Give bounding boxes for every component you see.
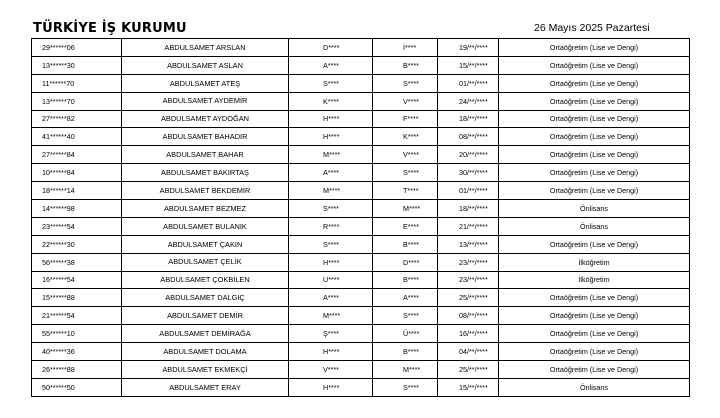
birth-date-cell: 13/**/**** <box>438 235 499 253</box>
masked-id-cell: 26******88 <box>32 361 122 379</box>
birth-date-cell: 15/**/**** <box>438 56 499 74</box>
document-header <box>0 0 720 38</box>
full-name-cell: ABDULSAMET BAHADIR <box>122 128 289 146</box>
birth-date-cell: 01/**/**** <box>438 74 499 92</box>
mother-initial-cell: B**** <box>373 235 438 253</box>
full-name-cell: ABDULSAMET DEMİR <box>122 307 289 325</box>
full-name-cell: ABDULSAMET ÇAKIN <box>122 235 289 253</box>
masked-id-cell: 14******98 <box>32 200 122 218</box>
full-name-cell: ABDULSAMET ERAY <box>122 378 289 396</box>
full-name-cell: ABDULSAMET BAKIRTAŞ <box>122 164 289 182</box>
full-name-cell: ABDULSAMET AYDOĞAN <box>122 110 289 128</box>
education-level-cell: Ortaöğretim (Lise ve Dengi) <box>499 110 690 128</box>
father-initial-cell: H**** <box>289 253 373 271</box>
mother-initial-cell: S**** <box>373 378 438 396</box>
mother-initial-cell: S**** <box>373 74 438 92</box>
masked-id-cell: 22******30 <box>32 235 122 253</box>
father-initial-cell: R**** <box>289 217 373 235</box>
mother-initial-cell: F**** <box>373 110 438 128</box>
masked-id-cell: 41******40 <box>32 128 122 146</box>
education-level-cell: Ortaöğretim (Lise ve Dengi) <box>499 307 690 325</box>
full-name-cell: ABDULSAMET DOLAMA <box>122 343 289 361</box>
mother-initial-cell: Ü**** <box>373 325 438 343</box>
birth-date-cell: 04/**/**** <box>438 343 499 361</box>
father-initial-cell: U**** <box>289 271 373 289</box>
full-name-cell: ABDULSAMET AYDEMİR <box>122 92 289 110</box>
birth-date-cell: 08/**/**** <box>438 307 499 325</box>
full-name-cell: ABDULSAMET EKMEKÇİ <box>122 361 289 379</box>
table-row <box>32 146 690 164</box>
report-date: 26 Mayıs 2025 Pazartesi <box>534 22 650 34</box>
father-initial-cell: M**** <box>289 182 373 200</box>
education-level-cell: Ortaöğretim (Lise ve Dengi) <box>499 361 690 379</box>
father-initial-cell: H**** <box>289 343 373 361</box>
father-initial-cell: A**** <box>289 289 373 307</box>
masked-id-cell: 18******14 <box>32 182 122 200</box>
masked-id-cell: 15******88 <box>32 289 122 307</box>
table-row <box>32 200 690 218</box>
education-level-cell: Ortaöğretim (Lise ve Dengi) <box>499 146 690 164</box>
father-initial-cell: D**** <box>289 39 373 57</box>
table-row <box>32 343 690 361</box>
father-initial-cell: H**** <box>289 378 373 396</box>
org-title: TÜRKİYE İŞ KURUMU <box>33 21 187 36</box>
masked-id-cell: 13******70 <box>32 92 122 110</box>
full-name-cell: ABDULSAMET ASLAN <box>122 56 289 74</box>
table-row <box>32 235 690 253</box>
mother-initial-cell: B**** <box>373 343 438 361</box>
education-level-cell: Önlisans <box>499 200 690 218</box>
full-name-cell: ABDULSAMET BAHAR <box>122 146 289 164</box>
masked-id-cell: 27******82 <box>32 110 122 128</box>
masked-id-cell: 40******36 <box>32 343 122 361</box>
table-row <box>32 289 690 307</box>
table-row <box>32 110 690 128</box>
table-row <box>32 128 690 146</box>
education-level-cell: Önlisans <box>499 378 690 396</box>
full-name-cell: ABDULSAMET ARSLAN <box>122 39 289 57</box>
father-initial-cell: H**** <box>289 128 373 146</box>
birth-date-cell: 25/**/**** <box>438 289 499 307</box>
father-initial-cell: M**** <box>289 146 373 164</box>
masked-id-cell: 16******54 <box>32 271 122 289</box>
mother-initial-cell: B**** <box>373 271 438 289</box>
birth-date-cell: 30/**/**** <box>438 164 499 182</box>
table-row <box>32 182 690 200</box>
birth-date-cell: 23/**/**** <box>438 271 499 289</box>
table-row <box>32 56 690 74</box>
education-level-cell: Ortaöğretim (Lise ve Dengi) <box>499 235 690 253</box>
birth-date-cell: 18/**/**** <box>438 200 499 218</box>
education-level-cell: Ortaöğretim (Lise ve Dengi) <box>499 289 690 307</box>
education-level-cell: Ortaöğretim (Lise ve Dengi) <box>499 182 690 200</box>
birth-date-cell: 24/**/**** <box>438 92 499 110</box>
full-name-cell: ABDULSAMET BEZMEZ <box>122 200 289 218</box>
full-name-cell: ABDULSAMET ATEŞ <box>122 74 289 92</box>
masked-id-cell: 11******70 <box>32 74 122 92</box>
father-initial-cell: S**** <box>289 200 373 218</box>
masked-id-cell: 10******84 <box>32 164 122 182</box>
mother-initial-cell: M**** <box>373 361 438 379</box>
education-level-cell: Ortaöğretim (Lise ve Dengi) <box>499 92 690 110</box>
records-table <box>31 38 690 397</box>
father-initial-cell: S**** <box>289 235 373 253</box>
birth-date-cell: 21/**/**** <box>438 217 499 235</box>
full-name-cell: ABDULSAMET ÇELİK <box>122 253 289 271</box>
mother-initial-cell: V**** <box>373 92 438 110</box>
father-initial-cell: M**** <box>289 307 373 325</box>
mother-initial-cell: V**** <box>373 146 438 164</box>
father-initial-cell: V**** <box>289 361 373 379</box>
mother-initial-cell: A**** <box>373 289 438 307</box>
father-initial-cell: H**** <box>289 110 373 128</box>
education-level-cell: İlköğretim <box>499 271 690 289</box>
table-row <box>32 164 690 182</box>
table-row <box>32 39 690 57</box>
father-initial-cell: K**** <box>289 92 373 110</box>
table-row <box>32 74 690 92</box>
education-level-cell: Ortaöğretim (Lise ve Dengi) <box>499 74 690 92</box>
records-body <box>32 39 690 397</box>
masked-id-cell: 55******10 <box>32 325 122 343</box>
masked-id-cell: 27******84 <box>32 146 122 164</box>
masked-id-cell: 21******54 <box>32 307 122 325</box>
full-name-cell: ABDULSAMET DEMİRAĞA <box>122 325 289 343</box>
father-initial-cell: Ş**** <box>289 325 373 343</box>
education-level-cell: Ortaöğretim (Lise ve Dengi) <box>499 56 690 74</box>
birth-date-cell: 15/**/**** <box>438 378 499 396</box>
birth-date-cell: 23/**/**** <box>438 253 499 271</box>
mother-initial-cell: E**** <box>373 217 438 235</box>
table-row <box>32 325 690 343</box>
masked-id-cell: 56******38 <box>32 253 122 271</box>
table-row <box>32 92 690 110</box>
education-level-cell: Ortaöğretim (Lise ve Dengi) <box>499 39 690 57</box>
table-row <box>32 217 690 235</box>
masked-id-cell: 23******54 <box>32 217 122 235</box>
mother-initial-cell: S**** <box>373 164 438 182</box>
mother-initial-cell: M**** <box>373 200 438 218</box>
birth-date-cell: 08/**/**** <box>438 128 499 146</box>
father-initial-cell: A**** <box>289 164 373 182</box>
birth-date-cell: 25/**/**** <box>438 361 499 379</box>
father-initial-cell: A**** <box>289 56 373 74</box>
mother-initial-cell: T**** <box>373 182 438 200</box>
education-level-cell: Ortaöğretim (Lise ve Dengi) <box>499 343 690 361</box>
table-row <box>32 378 690 396</box>
table-row <box>32 253 690 271</box>
mother-initial-cell: K**** <box>373 128 438 146</box>
masked-id-cell: 13******30 <box>32 56 122 74</box>
birth-date-cell: 18/**/**** <box>438 110 499 128</box>
table-row <box>32 271 690 289</box>
birth-date-cell: 19/**/**** <box>438 39 499 57</box>
birth-date-cell: 16/**/**** <box>438 325 499 343</box>
education-level-cell: Önlisans <box>499 217 690 235</box>
education-level-cell: Ortaöğretim (Lise ve Dengi) <box>499 325 690 343</box>
birth-date-cell: 01/**/**** <box>438 182 499 200</box>
table-row <box>32 307 690 325</box>
mother-initial-cell: B**** <box>373 56 438 74</box>
full-name-cell: ABDULSAMET BULANIK <box>122 217 289 235</box>
education-level-cell: Ortaöğretim (Lise ve Dengi) <box>499 128 690 146</box>
father-initial-cell: S**** <box>289 74 373 92</box>
education-level-cell: Ortaöğretim (Lise ve Dengi) <box>499 164 690 182</box>
full-name-cell: ABDULSAMET BEKDEMİR <box>122 182 289 200</box>
masked-id-cell: 29******06 <box>32 39 122 57</box>
masked-id-cell: 50******50 <box>32 378 122 396</box>
mother-initial-cell: D**** <box>373 253 438 271</box>
mother-initial-cell: S**** <box>373 307 438 325</box>
full-name-cell: ABDULSAMET ÇOKBİLEN <box>122 271 289 289</box>
full-name-cell: ABDULSAMET DALGIÇ <box>122 289 289 307</box>
birth-date-cell: 20/**/**** <box>438 146 499 164</box>
education-level-cell: İlköğretim <box>499 253 690 271</box>
table-row <box>32 361 690 379</box>
mother-initial-cell: İ**** <box>373 39 438 57</box>
